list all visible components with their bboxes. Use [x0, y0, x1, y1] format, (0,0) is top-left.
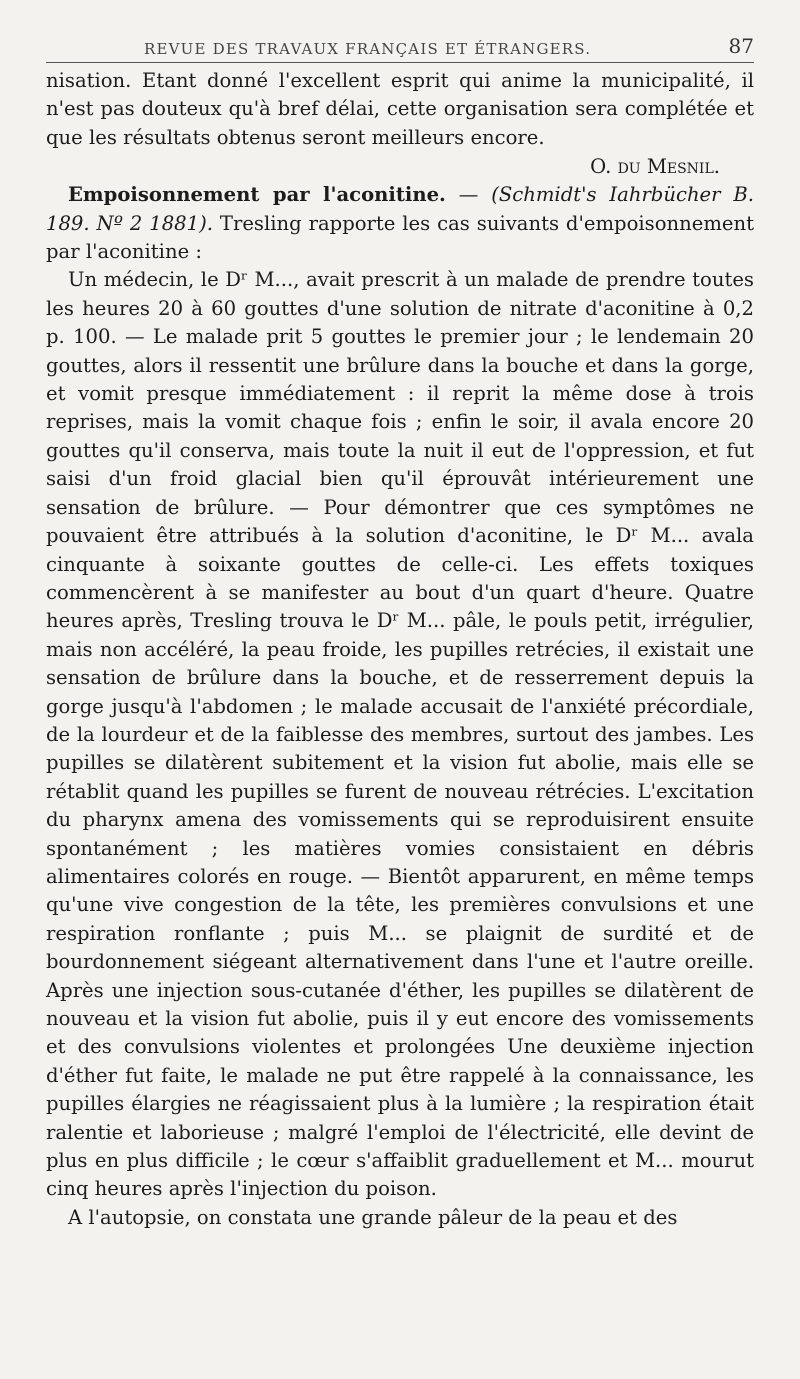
running-header	[46, 28, 754, 63]
body-text	[46, 67, 754, 1232]
page-number: 87	[728, 34, 754, 58]
previous-article-tail: nisation. Etant donné l'excellent esprit qui anime la municipalité, il n'est pas douteux qu'à bref délai, cette organisation sera complétée et que les résultats obtenus seront meilleurs encore.	[46, 69, 754, 149]
article-heading	[46, 181, 754, 266]
author-initial: O.	[590, 155, 612, 179]
article-source: (Schmidt's Iahrbücher B. 189. Nº 2 1881).	[46, 183, 754, 235]
running-title: REVUE DES TRAVAUX FRANÇAIS ET ÉTRANGERS.	[144, 40, 592, 58]
author-name: du Mesnil.	[617, 155, 720, 179]
article-paragraph-1: Un médecin, le Dʳ M..., avait prescrit à un malade de prendre toutes les heures 20 à 60 gouttes d'une solution de nitrate d'aconitine à 0,2 p. 100. — Le malade prit 5 gouttes le premier jour ; le lendemain 20 gouttes, alors il ressentit une brûlure dans la bouche et dans la gorge, et vomit presque immédiatement : il reprit la même dose à trois reprises, mais la vomit chaque fois ; enfin le soir, il avala encore 20 gouttes qu'il conserva, mais toute la nuit il eut de l'oppression, et fut saisi d'un froid glacial bien qu'il éprouvât intérieurement une sensation de brûlure. — Pour démontrer que ces symptômes ne pouvaient être attribués à la solution d'aconitine, le Dʳ M... avala cinquante à soixante gouttes de celle-ci. Les effets toxiques commencèrent à se manifester au bout d'un quart d'heure. Quatre heures après, Tresling trouva le Dʳ M... pâle, le pouls petit, irrégulier, mais non accéléré, la peau froide, les pupilles retrécies, il existait une sensation de brûlure dans la bouche, et de resserrement depuis la gorge jusqu'à l'abdomen ; le malade accusait de l'anxiété précordiale, de la lourdeur et de la faiblesse des membres, surtout des jambes. Les pupilles se dilatèrent subitement et la vision fut abolie, mais elle se rétablit quand les pupilles se furent de nouveau rétrécies. L'excitation du pharynx amena des vomissements qui se reproduisirent ensuite spontanément ; les matières vomies consistaient en débris alimentaires colorés en rouge. — Bientôt apparurent, en même temps qu'une vive congestion de la tête, les premières convulsions et une respiration ronflante ; puis M... se plaignit de surdité et de bourdonnement siégeant alternativement dans l'une et l'autre oreille. Après une injection sous-cutanée d'éther, les pupilles se dilatèrent de nouveau et la vision fut abolie, puis il y eut encore des vomissements et des convulsions violentes et prolongées Une deuxième injection d'éther fut faite, le malade ne put être rappelé à la connaissance, les pupilles élargies ne réagissaient plus à la lumière ; la respiration était ralentie et laborieuse ; malgré l'emploi de l'électricité, elle devint de plus en plus difficile ; le cœur s'affaiblit graduellement et M... mourut cinq heures après l'injection du poison.	[46, 268, 754, 1201]
author-signature	[46, 152, 754, 181]
title-dash: —	[445, 183, 492, 207]
article-paragraph-2: A l'autopsie, on constata une grande pâleur de la peau et des	[68, 1205, 678, 1229]
article-intro: Tresling rapporte les cas suivants d'empoisonnement par l'aconitine :	[46, 211, 754, 264]
article-title: Empoisonnement par l'aconitine.	[68, 183, 446, 207]
